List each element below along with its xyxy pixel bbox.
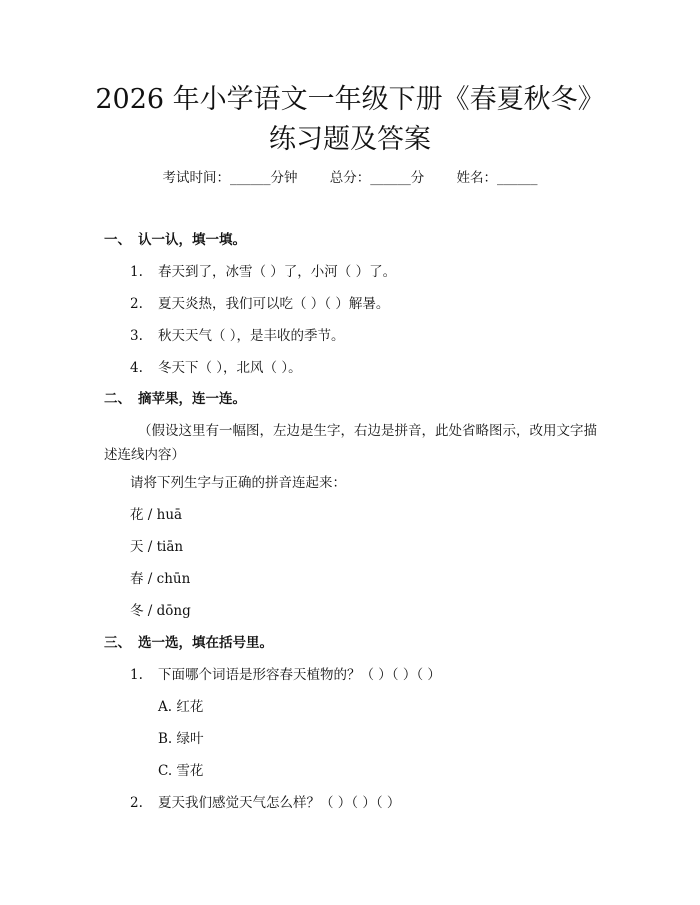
question-item [130,262,396,282]
question-text: 夏天我们感觉天气怎么样？（ ）（ ）（ ） [158,795,401,811]
match-pair: 春 / chūn [130,571,191,587]
total-score-field: 总分：______分 [329,170,425,186]
question-number: 1. [130,264,143,280]
question-text: 秋天天气（ ），是丰收的季节。 [158,328,345,344]
question-text: 下面哪个词语是形容春天植物的？（ ）（ ）（ ） [158,667,441,683]
question-item [130,294,389,314]
section-title: 选一选，填在括号里。 [138,635,273,651]
section-1-heading [104,230,246,250]
answer-option: A. 红花 [158,699,204,715]
question-text: 冬天下（ ），北风（ ）。 [158,360,302,376]
section-2-heading [104,389,246,409]
question-item [130,793,400,813]
section-number: 三、 [104,635,131,651]
question-number: 2. [130,296,143,312]
section-title: 认一认，填一填。 [138,232,246,248]
question-number: 3. [130,328,143,344]
section-instruction: 请将下列生字与正确的拼音连起来： [130,475,346,491]
page-title: 2026 年小学语文一年级下册《春夏秋冬》练习题及答案 [95,84,605,155]
section-title: 摘苹果，连一连。 [138,391,246,407]
section-3-heading [104,633,273,653]
match-pair: 冬 / dōng [130,603,191,619]
question-number: 4. [130,360,143,376]
exam-meta [0,168,700,188]
section-note: （假设这里有一幅图，左边是生字，右边是拼音，此处省略图示，改用文字描述连线内容） [104,423,597,463]
question-item [130,665,441,685]
match-pair: 花 / huā [130,507,183,523]
question-number: 2. [130,795,143,811]
answer-option: B. 绿叶 [158,731,204,747]
section-number: 二、 [104,391,131,407]
student-name-field: 姓名：______ [456,170,538,186]
question-text: 夏天炎热，我们可以吃（ ）（ ）解暑。 [158,296,390,312]
question-item [130,358,302,378]
section-number: 一、 [104,232,131,248]
match-pair: 天 / tiān [130,539,184,555]
exam-time-field: 考试时间：______分钟 [162,170,298,186]
question-number: 1. [130,667,143,683]
answer-option: C. 雪花 [158,763,204,779]
question-text: 春天到了，冰雪（ ）了，小河（ ）了。 [158,264,397,280]
question-item [130,326,345,346]
